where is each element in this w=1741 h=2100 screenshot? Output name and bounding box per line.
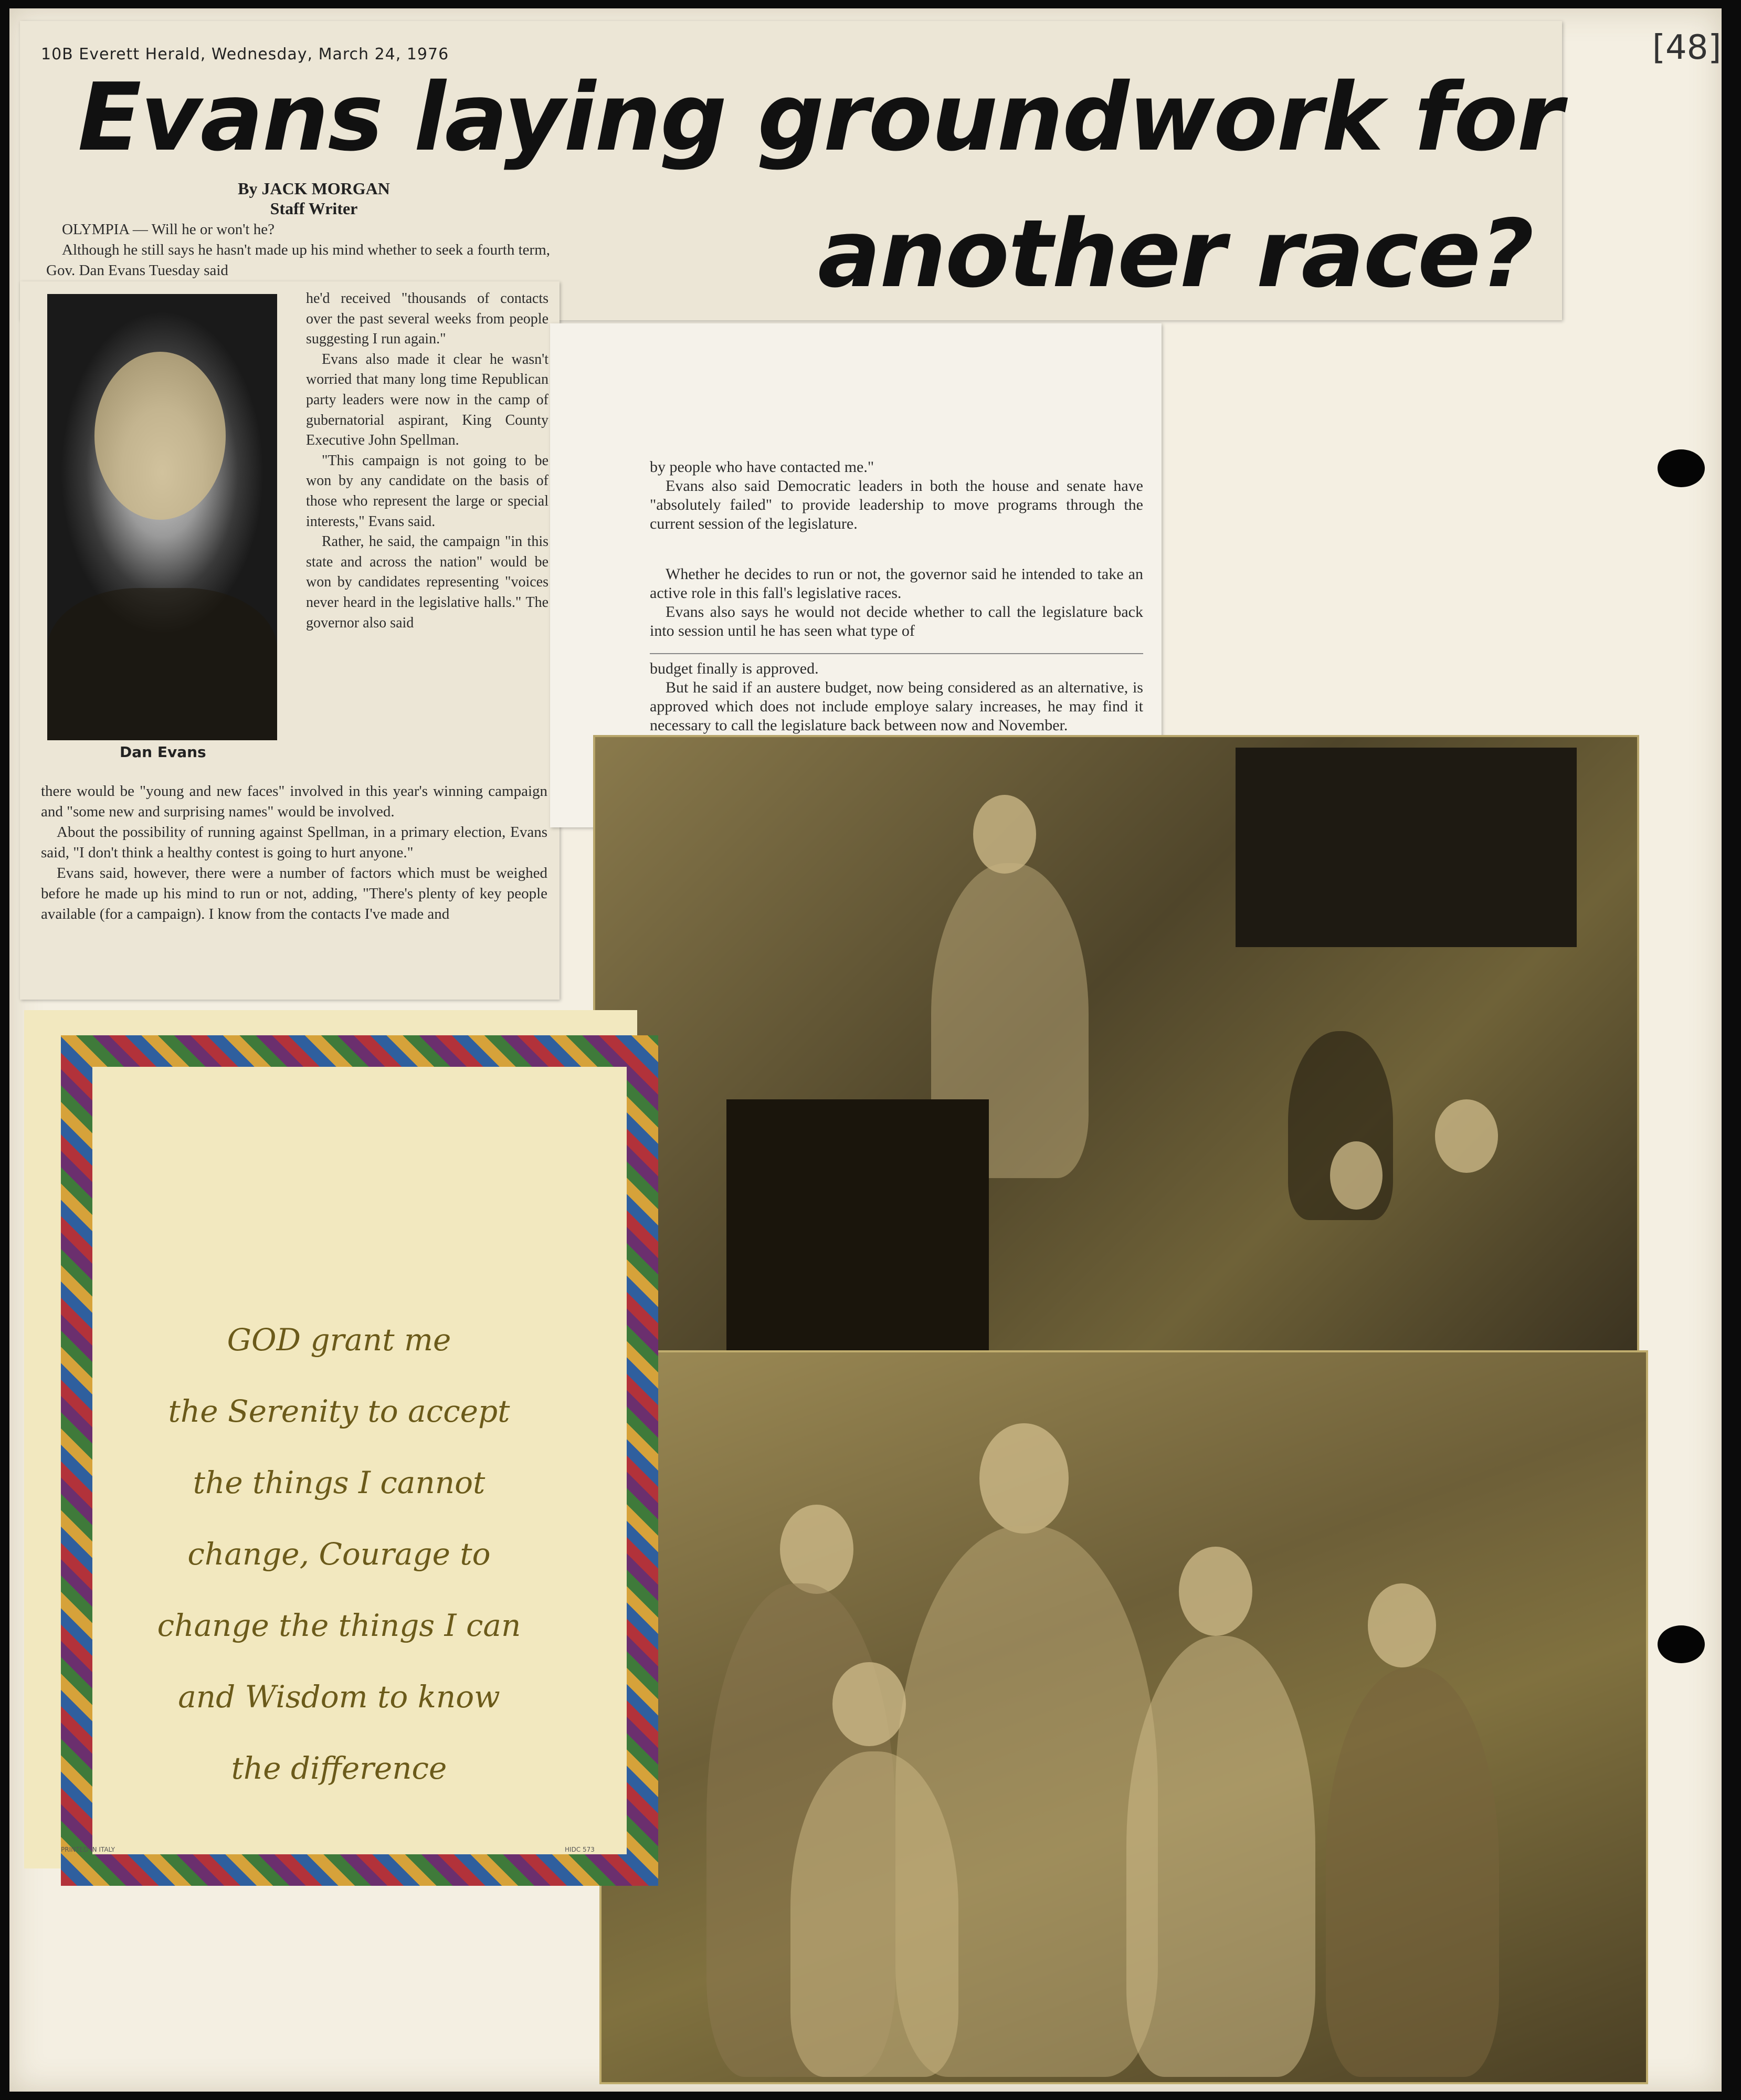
article-paragraph: Rather, he said, the campaign "in this state and across the nation" would be won by candidates representing "voices never heard in the legislative halls." The governor also said: [306, 533, 548, 631]
mother-figure: [1126, 1636, 1315, 2077]
seated-boy-face: [1330, 1141, 1383, 1210]
mother-face: [1179, 1547, 1252, 1636]
page-number-value: 48: [1665, 28, 1708, 67]
prayer-line: the things I cannot: [193, 1465, 486, 1500]
card-code: HIDC 573: [565, 1846, 595, 1853]
headline-line-2: another race?: [818, 200, 1533, 308]
prayer-line: and Wisdom to know: [178, 1679, 500, 1715]
article-paragraph: he'd received "thousands of contacts over the past several weeks from people suggesting I run again.": [306, 290, 548, 348]
portrait-face: [94, 352, 226, 520]
speaker-face: [973, 795, 1036, 874]
article-paragraph: Whether he decides to run or not, the governor said he intended to take an active role in this fall's legislative races.: [650, 565, 1143, 602]
article-column-beside-photo: [306, 289, 548, 633]
article-intro: [46, 219, 550, 281]
intro-paragraph: Although he still says he hasn't made up his mind whether to seek a fourth term, Gov. Dan Evans Tuesday said: [46, 242, 550, 279]
seated-woman-face: [1435, 1099, 1498, 1173]
dateline: 10B Everett Herald, Wednesday, March 24, 1976: [41, 45, 449, 64]
article-paragraph: Evans also says he would not decide whether to call the legislature back into session until he has seen what type of: [650, 603, 1143, 639]
newspaper-clipping-left-column: [20, 281, 560, 1000]
headline-line-1: Evans laying groundwork for: [78, 63, 1562, 172]
article-paragraph: But he said if an austere budget, now being considered as an alternative, is approved which does not include employe salary increases, he may find it necessary to call the legislature back between now and November.: [650, 679, 1143, 734]
serenity-prayer: [150, 1304, 528, 1804]
byline-title: Staff Writer: [270, 199, 358, 218]
article-paragraph: there would be "young and new faces" involved in this year's winning campaign and "some new and surprising names" would be involved.: [41, 783, 547, 820]
prayer-line: change, Courage to: [187, 1536, 491, 1572]
son-right-figure: [1326, 1667, 1499, 2077]
page-number: [48]: [1652, 28, 1722, 67]
child-center-figure: [790, 1751, 958, 2077]
prayer-line: change the things I can: [157, 1608, 521, 1643]
son-right-face: [1368, 1583, 1436, 1667]
scrapbook-page: [9, 8, 1722, 2092]
article-paragraph: Evans also made it clear he wasn't worried that many long time Republican party leaders were now in the camp of gubernatorial aspirant, King County Executive John Spellman.: [306, 351, 548, 449]
family-portrait-photo: [599, 1350, 1648, 2084]
newspaper-clipping-header: [20, 21, 1562, 320]
prayer-line: GOD grant me: [227, 1322, 451, 1358]
article-paragraph: Evans also said Democratic leaders in both the house and senate have "absolutely failed" to provide leadership to move programs through the current session of the legislature.: [650, 477, 1143, 532]
printer-note: PRINTED IN ITALY: [61, 1846, 115, 1853]
article-paragraph: "This campaign is not going to be won by any candidate on the basis of those who represent the large or special interests," Evans said.: [306, 452, 548, 530]
child-center-face: [832, 1662, 906, 1746]
intro-paragraph: OLYMPIA — Will he or won't he?: [62, 221, 275, 238]
article-column-right: [650, 458, 1143, 735]
prayer-line: the difference: [231, 1750, 447, 1786]
son-left-face: [780, 1505, 853, 1594]
dan-evans-photo: [47, 294, 277, 740]
punch-hole-top: [1658, 449, 1705, 487]
article-column-bottom: [41, 781, 547, 925]
byline-name: By JACK MORGAN: [238, 179, 390, 198]
father-face: [979, 1423, 1069, 1534]
serenity-prayer-card: [24, 1010, 637, 1868]
photo-caption: Dan Evans: [120, 743, 206, 761]
article-paragraph: by people who have contacted me.": [650, 458, 874, 476]
portrait-suit: [47, 588, 277, 740]
punch-hole-bottom: [1658, 1625, 1705, 1663]
article-paragraph: About the possibility of running against Spellman, in a primary election, Evans said, "I don't think a healthy contest is going to hurt anyone.": [41, 824, 547, 861]
article-paragraph: budget finally is approved.: [650, 660, 819, 677]
wall-tapestry: [1236, 748, 1577, 947]
podium: [726, 1099, 989, 1351]
article-paragraph: Evans said, however, there were a number of factors which must be weighed before he made up his mind to run or not, adding, "There's plenty of key people available (for a campaign). I know from the contacts I've made and: [41, 865, 547, 922]
press-conference-photo: [593, 735, 1639, 1359]
byline: [193, 178, 435, 218]
prayer-line: the Serenity to accept: [168, 1393, 510, 1429]
